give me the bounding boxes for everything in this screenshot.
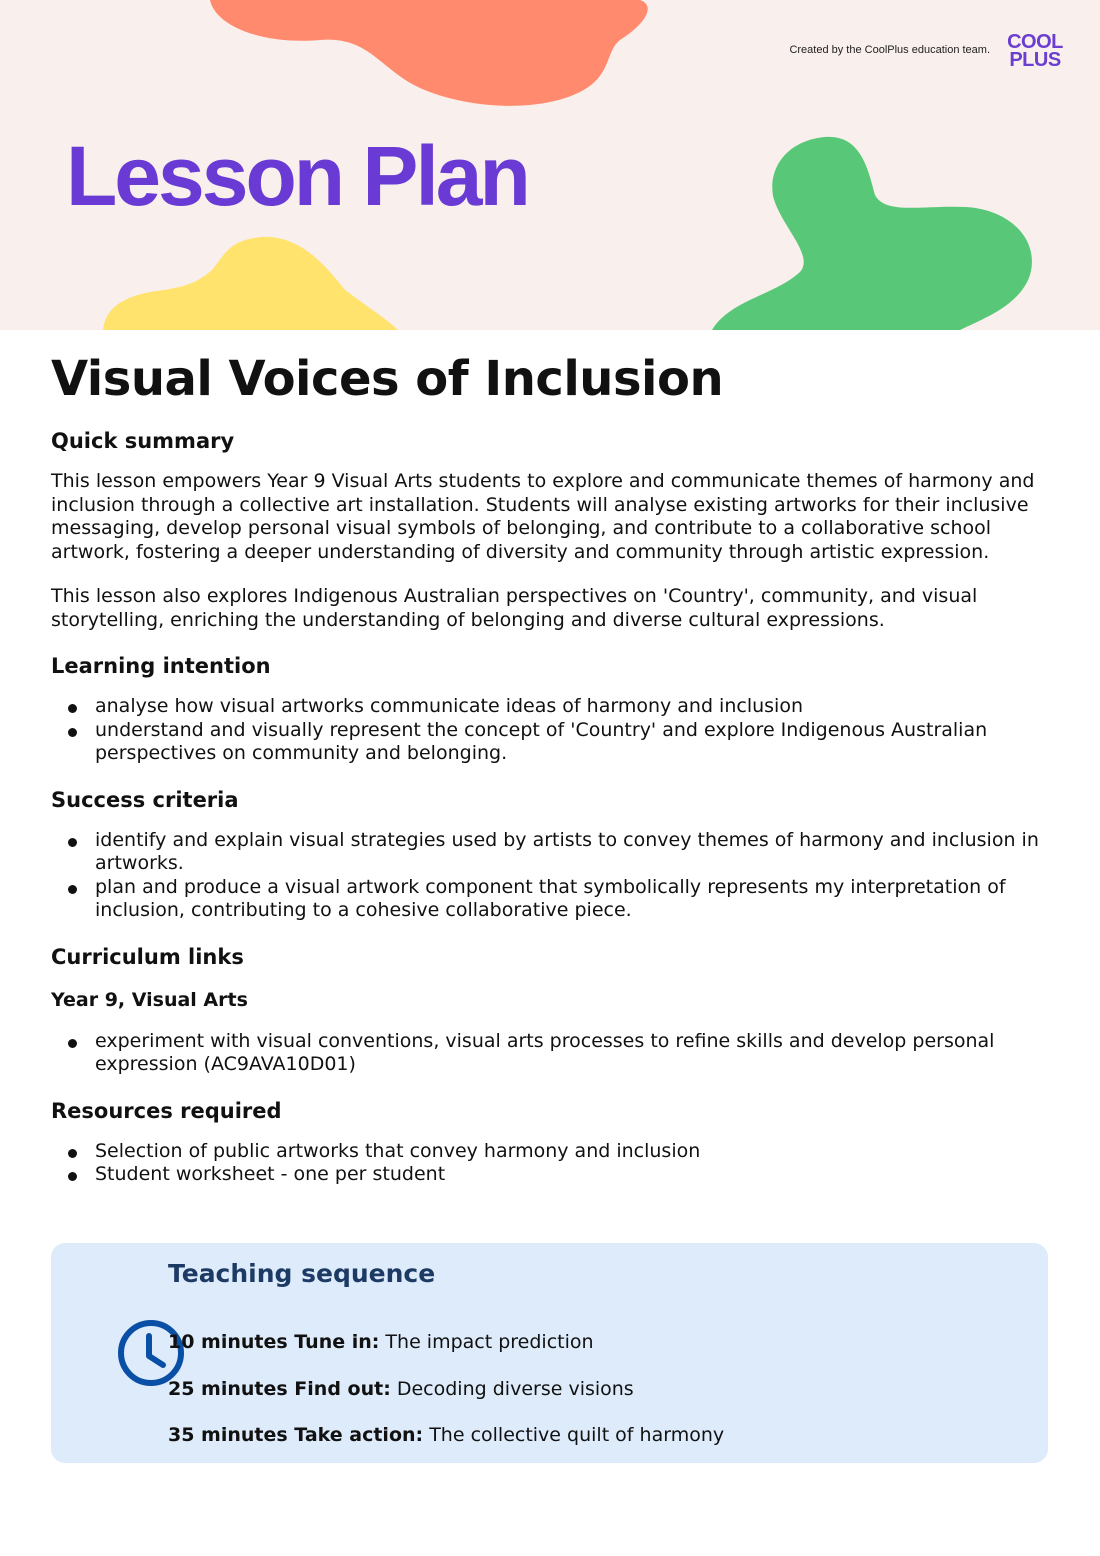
sequence-step-tune-in [168, 1330, 594, 1354]
list-item: analyse how visual artworks communicate ideas of harmony and inclusion [51, 695, 1041, 719]
sequence-step-find-out [168, 1377, 634, 1401]
sequence-step-take-action [168, 1423, 724, 1447]
curriculum-list [51, 1030, 1041, 1077]
summary-paragraph-1: This lesson empowers Year 9 Visual Arts students to explore and communicate themes of harmony and inclusion through a collective art installation. Students will analyse existing artworks for their inclusive messaging, develop personal visual symbols of belonging, and contribute to a collaborative school artwork, fostering a deeper understanding of diversity and community through artistic expression. [51, 470, 1035, 563]
list-item: Selection of public artworks that convey harmony and inclusion [51, 1140, 1041, 1164]
curriculum-subheading: Year 9, Visual Arts [51, 988, 248, 1011]
step-text: The collective quilt of harmony [429, 1424, 725, 1446]
teaching-sequence-panel [51, 1243, 1048, 1463]
curriculum-links-heading: Curriculum links [51, 944, 244, 969]
summary-paragraph-2: This lesson also explores Indigenous Australian perspectives on 'Country', community, and visual storytelling, enriching the understanding of belonging and diverse cultural expressions. [51, 585, 978, 631]
header-banner [0, 0, 1100, 330]
learning-intention-list [51, 695, 1041, 766]
quick-summary-heading: Quick summary [51, 429, 235, 453]
teaching-sequence-heading: Teaching sequence [168, 1259, 436, 1288]
banner-title: Lesson Plan [66, 129, 528, 223]
step-label: 10 minutes Tune in: [168, 1331, 380, 1353]
list-item: Student worksheet - one per student [51, 1163, 1041, 1187]
main-content [51, 350, 1041, 1187]
step-label: 25 minutes Find out: [168, 1378, 391, 1400]
yellow-blob [103, 237, 398, 330]
list-item: understand and visually represent the concept of 'Country' and explore Indigenous Australian perspectives on community and belonging. [51, 719, 1041, 766]
list-item: plan and produce a visual artwork component that symbolically represents my interpretation of inclusion, contributing to a cohesive collaborative piece. [51, 876, 1041, 923]
success-criteria-list [51, 829, 1041, 923]
resources-heading: Resources required [51, 1098, 282, 1123]
created-by-note: Created by the CoolPlus education team. [789, 44, 990, 56]
resources-list [51, 1140, 1041, 1187]
logo-top: COOL [1007, 31, 1063, 53]
lesson-title: Visual Voices of Inclusion [51, 351, 724, 407]
green-blob [712, 137, 1032, 330]
step-text: Decoding diverse visions [396, 1378, 634, 1400]
coolplus-logo [1003, 33, 1067, 73]
learning-intention-heading: Learning intention [51, 654, 271, 678]
step-label: 35 minutes Take action: [168, 1424, 424, 1446]
logo-bottom: PLUS [1009, 49, 1061, 71]
list-item: experiment with visual conventions, visual arts processes to refine skills and develop personal expression (AC9AVA10D01) [51, 1030, 1041, 1077]
step-text: The impact prediction [385, 1331, 594, 1353]
list-item: identify and explain visual strategies used by artists to convey themes of harmony and inclusion in artworks. [51, 829, 1041, 876]
orange-blob [210, 0, 648, 106]
success-criteria-heading: Success criteria [51, 787, 239, 812]
